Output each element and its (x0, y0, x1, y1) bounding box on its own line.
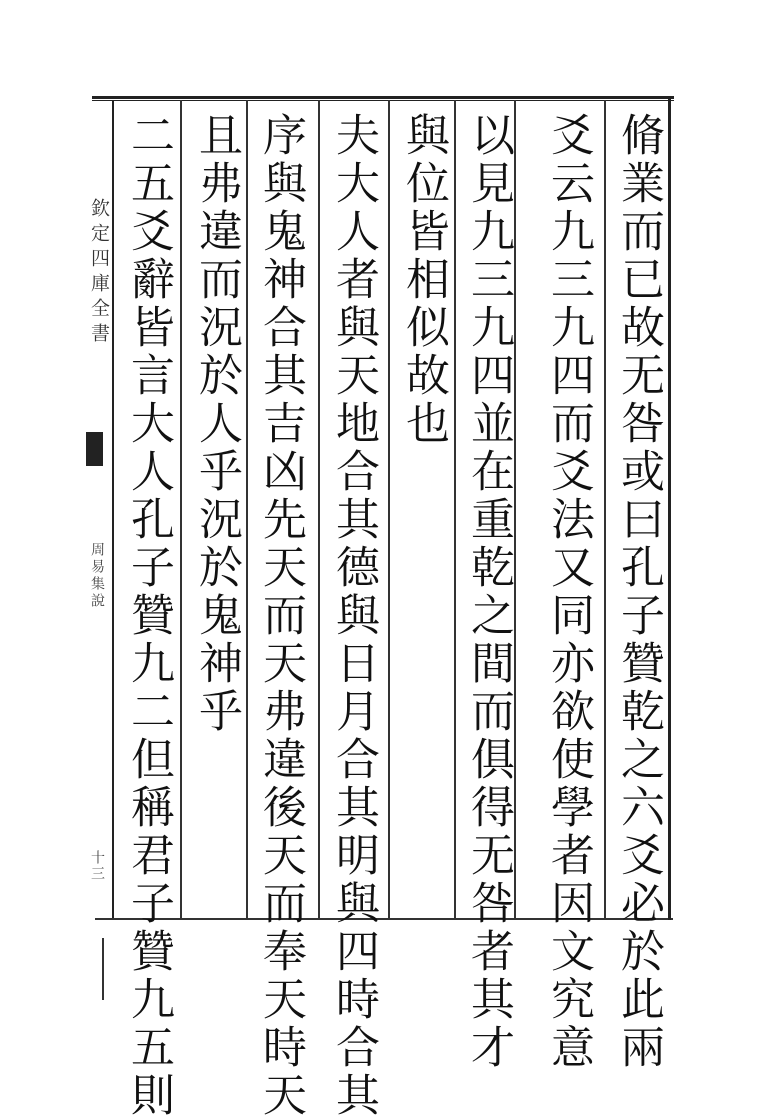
column-divider (388, 100, 390, 918)
text-column-5: 夫大人者與天地合其德與日月合其明與四時合其 (328, 112, 379, 1120)
right-border (668, 96, 671, 920)
column-divider (604, 100, 606, 918)
fish-tail-mark (86, 432, 103, 466)
text-column-1: 脩業而已故无咎或曰孔子贊乾之六爻必於此兩 (613, 112, 664, 1072)
column-divider (180, 100, 182, 918)
column-divider (318, 100, 320, 918)
page-number: 十三 (89, 850, 105, 882)
text-column-7: 且弗違而況於人乎況於鬼神乎 (191, 112, 242, 736)
text-column-2: 爻云九三九四而爻法又同亦欲使學者因文究意 (543, 112, 594, 1072)
column-divider (454, 100, 456, 918)
text-column-4: 與位皆相似故也 (398, 112, 449, 448)
section-title: 周易集說 (89, 542, 105, 610)
text-column-8: 二五爻辭皆言大人孔子贊九二但稱君子贊九五則 (123, 112, 174, 1120)
top-border (92, 96, 674, 99)
column-divider (246, 100, 248, 918)
text-column-3: 以見九三九四並在重乾之間而俱得无咎者其才 (463, 112, 514, 1072)
text-column-6: 序與鬼神合其吉凶先天而天弗違後天而奉天時天 (255, 112, 306, 1120)
book-title: 欽定四庫全書 (88, 198, 110, 348)
margin-lower-rule (86, 938, 104, 1000)
page-margin (86, 98, 110, 920)
